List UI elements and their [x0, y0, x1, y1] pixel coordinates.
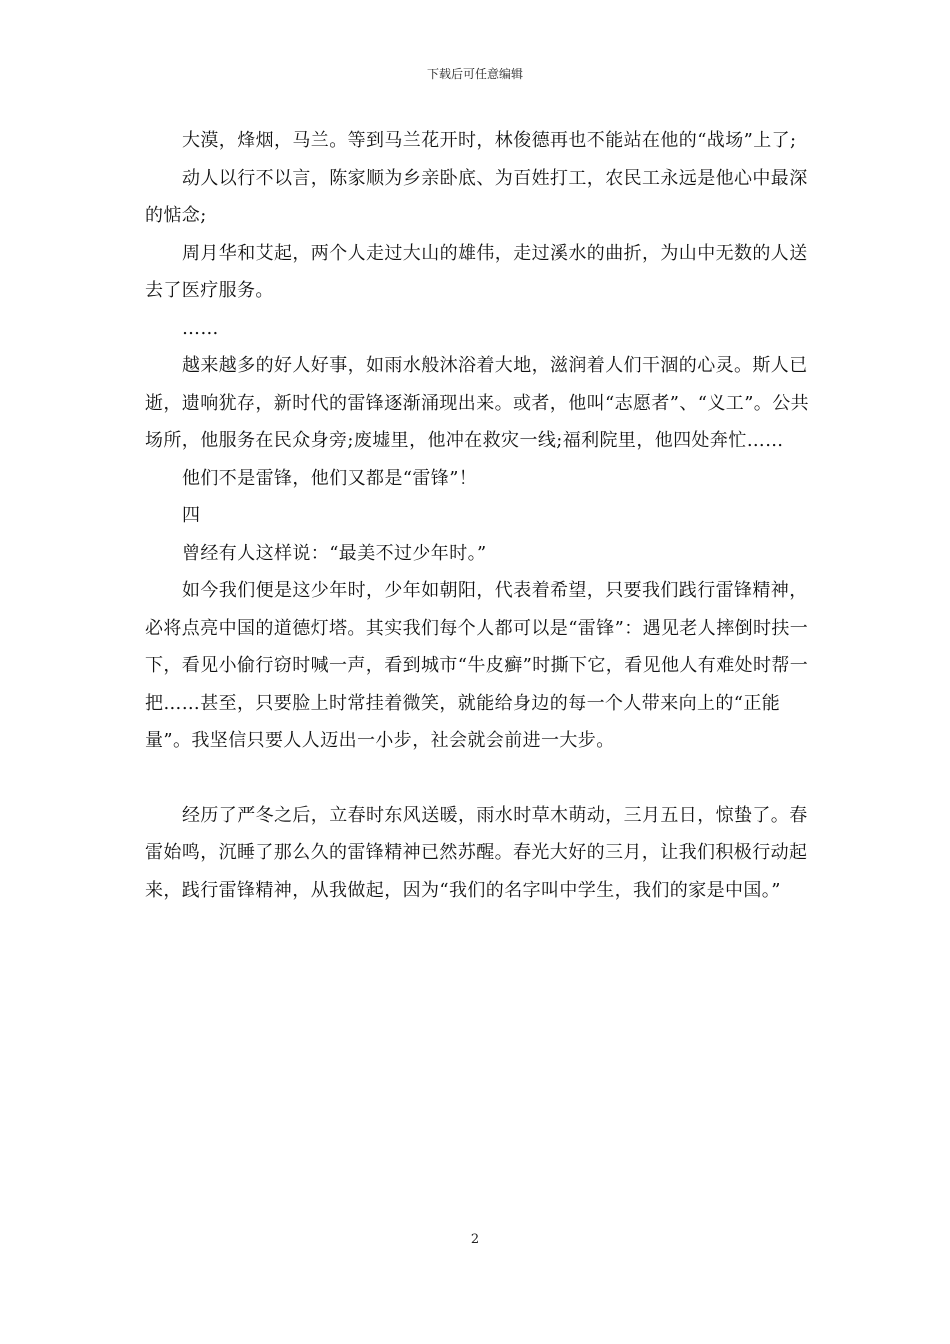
paragraph-lin-junde: 大漠，烽烟，马兰。等到马兰花开时，林俊德再也不能站在他的“战场”上了;: [182, 130, 797, 151]
paragraph-they-are-leifeng: 他们不是雷锋，他们又都是“雷锋”！: [182, 467, 478, 489]
page-header: 下载后可任意编辑: [426, 67, 523, 81]
paragraph-quote-youth: 曾经有人这样说：“最美不过少年时。”: [182, 542, 487, 564]
page-number: 2: [470, 1232, 480, 1247]
paragraph-chen-jiashun: 动人以行不以言，陈家顺为乡亲卧底、为百姓打工，农民工永远是他心中最深的惦念;: [145, 167, 808, 226]
document-body: [145, 122, 825, 909]
paragraph-spacer: [145, 760, 825, 797]
paragraph-ellipsis: ……: [182, 317, 219, 339]
section-heading-four: 四: [182, 505, 201, 526]
paragraph-zhou-yuehua: 周月华和艾起，两个人走过大山的雄伟，走过溪水的曲折，为山中无数的人送去了医疗服务。: [145, 242, 808, 301]
paragraph-conclusion: 经历了严冬之后，立春时东风送暖，雨水时草木萌动，三月五日，惊蛰了。春雷始鸣，沉睡了那么久的雷锋精神已然苏醒。春光大好的三月，让我们积极行动起来，践行雷锋精神，从我做起，因为“我们的名字叫中学生，我们的家是中国。”: [145, 804, 808, 901]
paragraph-practice-spirit: 如今我们便是这少年时，少年如朝阳，代表着希望，只要我们践行雷锋精神，必将点亮中国的道德灯塔。其实我们每个人都可以是“雷锋”：遇见老人摔倒时扶一下，看见小偷行窃时喊一声，看到城市“牛皮癣”时撕下它，看见他人有难处时帮一把……甚至，只要脸上时常挂着微笑，就能给身边的每一个人带来向上的“正能量”。我坚信只要人人迈出一小步，社会就会前进一大步。: [145, 580, 809, 751]
paragraph-good-deeds: 越来越多的好人好事，如雨水般沐浴着大地，滋润着人们干涸的心灵。斯人已逝，遗响犹存，新时代的雷锋逐渐涌现出来。或者，他叫“志愿者”、“义工”。公共场所，他服务在民众身旁;废墟里，他冲在救灾一线;福利院里，他四处奔忙……: [145, 355, 810, 451]
